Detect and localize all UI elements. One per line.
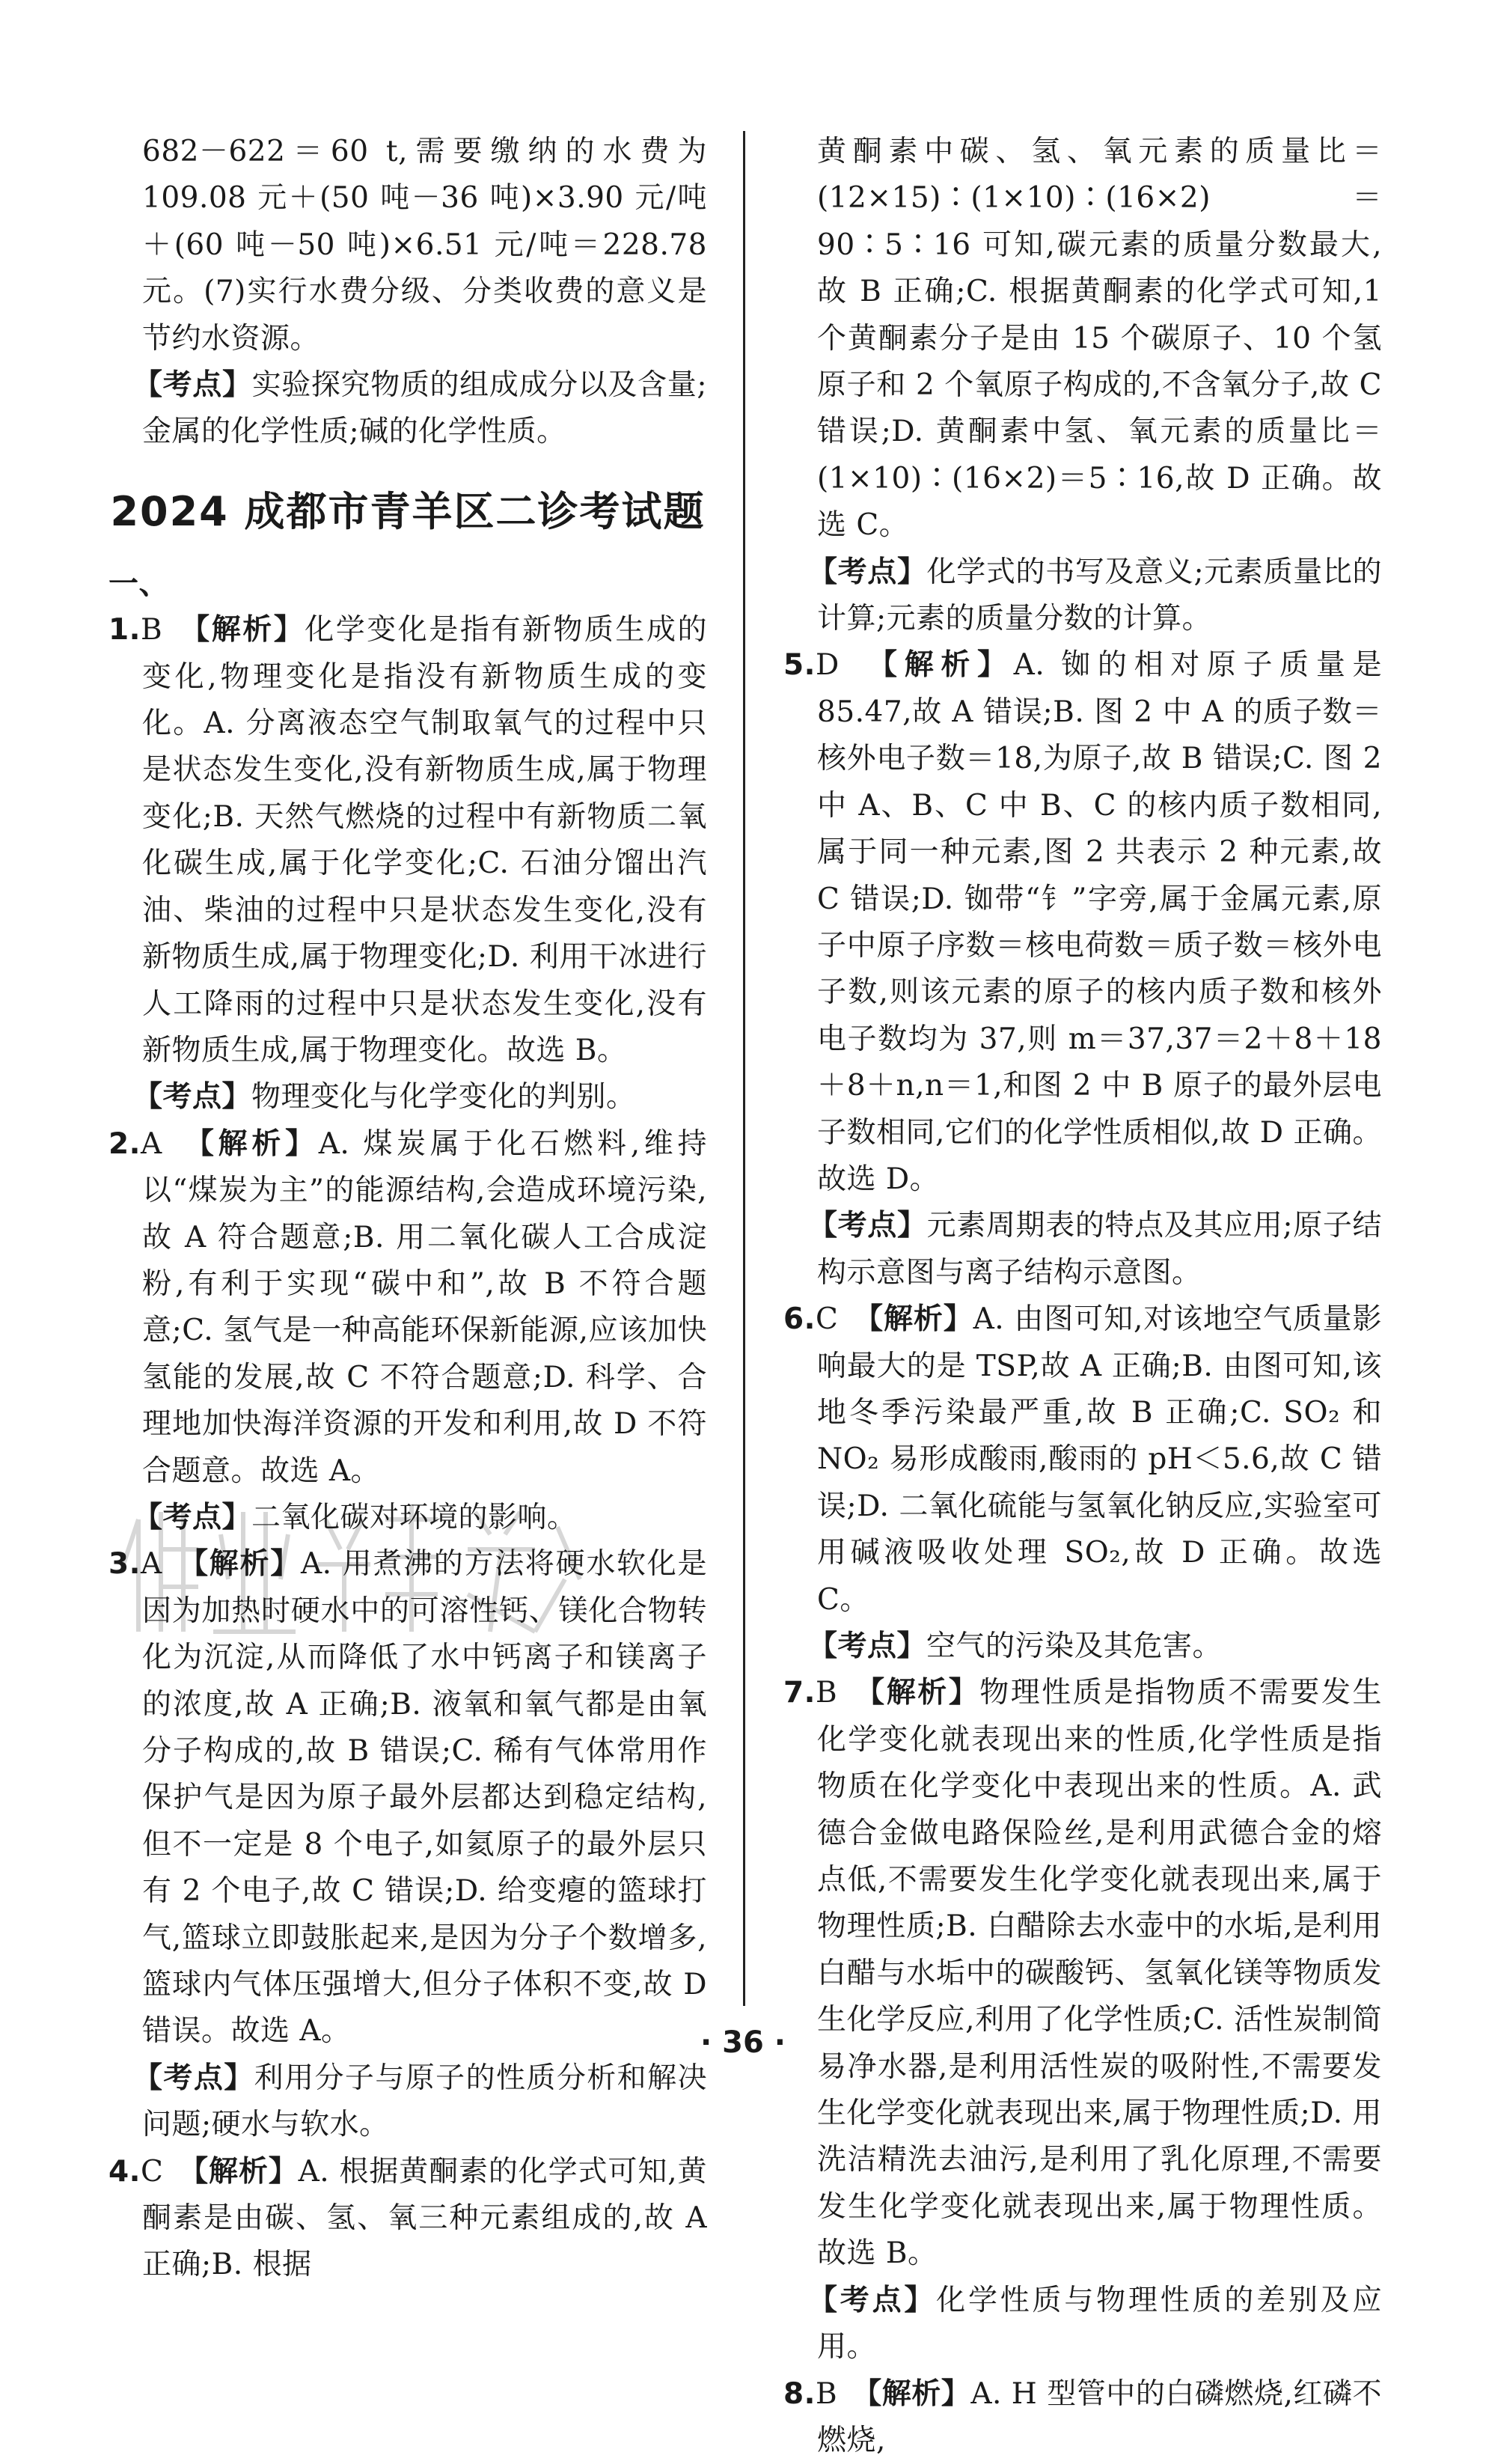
answer-item-5 (783, 642, 1382, 1203)
analysis-text: A. 铷的相对原子质量是 85.47,故 A 错误;B. 图 2 中 A 的质子数＝核外电子数＝18,为原子,故 B 错误;C. 图 2 中 A、B、C 中 B、C 的核内质子数相同,属于同一种元素,图 2 共表示 2 种元素,故 C 错误;D. 铷带“钅”字旁,属于金属元素,原子中原子序数＝核电荷数＝质子数＝核外电子数,则该元素的原子的核内质子数和核外电子数均为 37,则 m＝37,37＝2＋8＋18＋8＋n,n＝1,和图 2 中 B 原子的最外层电子数相同,它们的化学性质相似,故 D 正确。故选 D。 (817, 648, 1382, 1195)
kaodian-label: 【考点】 (133, 368, 252, 402)
left-column (108, 129, 707, 2289)
kaodian-text: 二氧化碳对环境的影响。 (251, 1501, 577, 1534)
kaodian-text: 化学性质与物理性质的差别及应用。 (817, 2284, 1382, 2364)
item-answer: B (816, 1676, 837, 1710)
column-divider (743, 131, 745, 2006)
kaodian-text: 物理变化与化学变化的判别。 (251, 1080, 636, 1114)
kaodian-text: 元素周期表的特点及其应用;原子结构示意图与离子结构示意图。 (817, 1209, 1382, 1289)
item-answer: B (816, 2377, 837, 2411)
item-number: 7. (783, 1676, 816, 1710)
kaodian-label: 【考点】 (133, 2061, 254, 2095)
section-title: 2024 成都市青羊区二诊考试题 (108, 486, 707, 538)
item-number: 3. (108, 1547, 141, 1581)
kaodian-6 (783, 1623, 1382, 1670)
left-continuation-text: 682－622＝60 t,需要缴纳的水费为 109.08 元＋(50 吨－36 吨)×3.90 元/吨＋(60 吨－50 吨)×6.51 元/吨＝228.78 元。(7)实行水费分级、分类收费的意义是节约水资源。 (108, 129, 707, 362)
kaodian-5 (783, 1203, 1382, 1296)
answer-item-7 (783, 1670, 1382, 2277)
right-column (783, 129, 1382, 2464)
analysis-label: 【解析】 (199, 1127, 318, 1161)
answer-item-6 (783, 1296, 1382, 1623)
item-number: 1. (108, 613, 141, 647)
section-heading: 一、 (108, 561, 707, 607)
item-answer: B (141, 613, 162, 647)
item-number: 8. (783, 2377, 816, 2411)
item-answer: D (816, 648, 840, 682)
kaodian-text: 利用分子与原子的性质分析和解决问题;硬水与软水。 (142, 2061, 707, 2141)
left-continuation-kaodian (108, 362, 707, 456)
analysis-label: 【解析】 (869, 1302, 973, 1336)
analysis-text: 化学变化是指有新物质生成的变化,物理变化是指没有新物质生成的变化。A. 分离液态空气制取氧气的过程中只是状态发生变化,没有新物质生成,属于物理变化;B. 天然气燃烧的过程中有新物质二氧化碳生成,属于化学变化;C. 石油分馏出汽油、柴油的过程中只是状态发生变化,没有新物质生成,属于物理变化;D. 利用干冰进行人工降雨的过程中只是状态发生变化,没有新物质生成,属于物理变化。故选 B。 (142, 613, 707, 1067)
right-continuation-kaodian (783, 549, 1382, 643)
kaodian-3 (108, 2055, 707, 2149)
kaodian-7 (783, 2278, 1382, 2371)
kaodian-label: 【考点】 (808, 555, 927, 589)
kaodian-1 (108, 1074, 707, 1120)
analysis-label: 【解析】 (194, 2155, 299, 2189)
answer-item-4 (108, 2149, 707, 2289)
item-number: 6. (783, 1302, 816, 1336)
analysis-text: A. 根据黄酮素的化学式可知,黄酮素是由碳、氢、氧三种元素组成的,故 A 正确;B. 根据 (142, 2155, 707, 2282)
item-answer: A (141, 1547, 162, 1581)
answer-item-2 (108, 1121, 707, 1495)
analysis-text: A. H 型管中的白磷燃烧,红磷不燃烧, (817, 2377, 1382, 2457)
analysis-text: 物理性质是指物质不需要发生化学变化就表现出来的性质,化学性质是指物质在化学变化中表现出来的性质。A. 武德合金做电路保险丝,是利用武德合金的熔点低,不需要发生化学变化就表现出来,属于物理性质;B. 白醋除去水壶中的水垢,是利用白醋与水垢中的碳酸钙、氢氧化镁等物质发生化学反应,利用了化学性质;C. 活性炭制简易净水器,是利用活性炭的吸附性,不需要发生化学变化就表现出来,属于物理性质;D. 用洗洁精洗去油污,是利用了乳化原理,不需要发生化学变化就表现出来,属于物理性质。故选 B。 (817, 1676, 1382, 2270)
item-number: 2. (108, 1127, 141, 1161)
answer-item-3 (108, 1541, 707, 2055)
kaodian-2 (108, 1495, 707, 1541)
page-number: · 36 · (0, 2025, 1486, 2060)
item-number: 5. (783, 648, 816, 682)
kaodian-text: 实验探究物质的组成成分以及含量;金属的化学性质;碱的化学性质。 (142, 368, 707, 448)
analysis-text: A. 煤炭属于化石燃料,维持以“煤炭为主”的能源结构,会造成环境污染,故 A 符合题意;B. 用二氧化碳人工合成淀粉,有利于实现“碳中和”,故 B 不符合题意;C. 氢气是一种高能环保新能源,应该加快氢能的发展,故 C 不符合题意;D. 科学、合理地加快海洋资源的开发和利用,故 D 不符合题意。故选 A。 (142, 1127, 707, 1488)
analysis-label: 【解析】 (194, 1547, 301, 1581)
analysis-label: 【解析】 (883, 648, 1014, 682)
answer-item-1 (108, 607, 707, 1074)
analysis-label: 【解析】 (867, 2377, 971, 2411)
item-answer: C (816, 1302, 838, 1336)
kaodian-text: 空气的污染及其危害。 (926, 1629, 1222, 1663)
item-number: 4. (108, 2155, 141, 2189)
analysis-label: 【解析】 (870, 1676, 980, 1710)
item-answer: C (141, 2155, 163, 2189)
right-continuation-text: 黄酮素中碳、氢、氧元素的质量比＝(12×15)∶(1×10)∶(16×2)＝90∶5∶16 可知,碳元素的质量分数最大,故 B 正确;C. 根据黄酮素的化学式可知,1 个黄酮素分子是由 15 个碳原子、10 个氢原子和 2 个氧原子构成的,不含氧分子,故 C 错误;D. 黄酮素中氢、氧元素的质量比＝(1×10)∶(16×2)＝5∶16,故 D 正确。故选 C。 (783, 129, 1382, 549)
kaodian-label: 【考点】 (133, 1501, 251, 1534)
kaodian-label: 【考点】 (133, 1080, 251, 1114)
answer-item-8 (783, 2371, 1382, 2464)
kaodian-label: 【考点】 (808, 1629, 926, 1663)
kaodian-label: 【考点】 (808, 1209, 927, 1242)
item-answer: A (141, 1127, 162, 1161)
kaodian-label: 【考点】 (808, 2284, 936, 2317)
analysis-label: 【解析】 (195, 613, 305, 647)
analysis-text: A. 用煮沸的方法将硬水软化是因为加热时硬水中的可溶性钙、镁化合物转化为沉淀,从而降低了水中钙离子和镁离子的浓度,故 A 正确;B. 液氧和氧气都是由氧分子构成的,故 B 错误;C. 稀有气体常用作保护气是因为原子最外层都达到稳定结构,但不一定是 8 个电子,如氦原子的最外层只有 2 个电子,故 C 错误;D. 给变瘪的篮球打气,篮球立即鼓胀起来,是因为分子个数增多,篮球内气体压强增大,但分子体积不变,故 D 错误。故选 A。 (142, 1547, 707, 2048)
analysis-text: A. 由图可知,对该地空气质量影响最大的是 TSP,故 A 正确;B. 由图可知,该地冬季污染最严重,故 B 正确;C. SO₂ 和 NO₂ 易形成酸雨,酸雨的 pH＜5.6,故 C 错误;D. 二氧化硫能与氢氧化钠反应,实验室可用碱液吸收处理 SO₂,故 D 正确。故选 C。 (817, 1302, 1382, 1616)
kaodian-text: 化学式的书写及意义;元素质量比的计算;元素的质量分数的计算。 (817, 555, 1382, 635)
